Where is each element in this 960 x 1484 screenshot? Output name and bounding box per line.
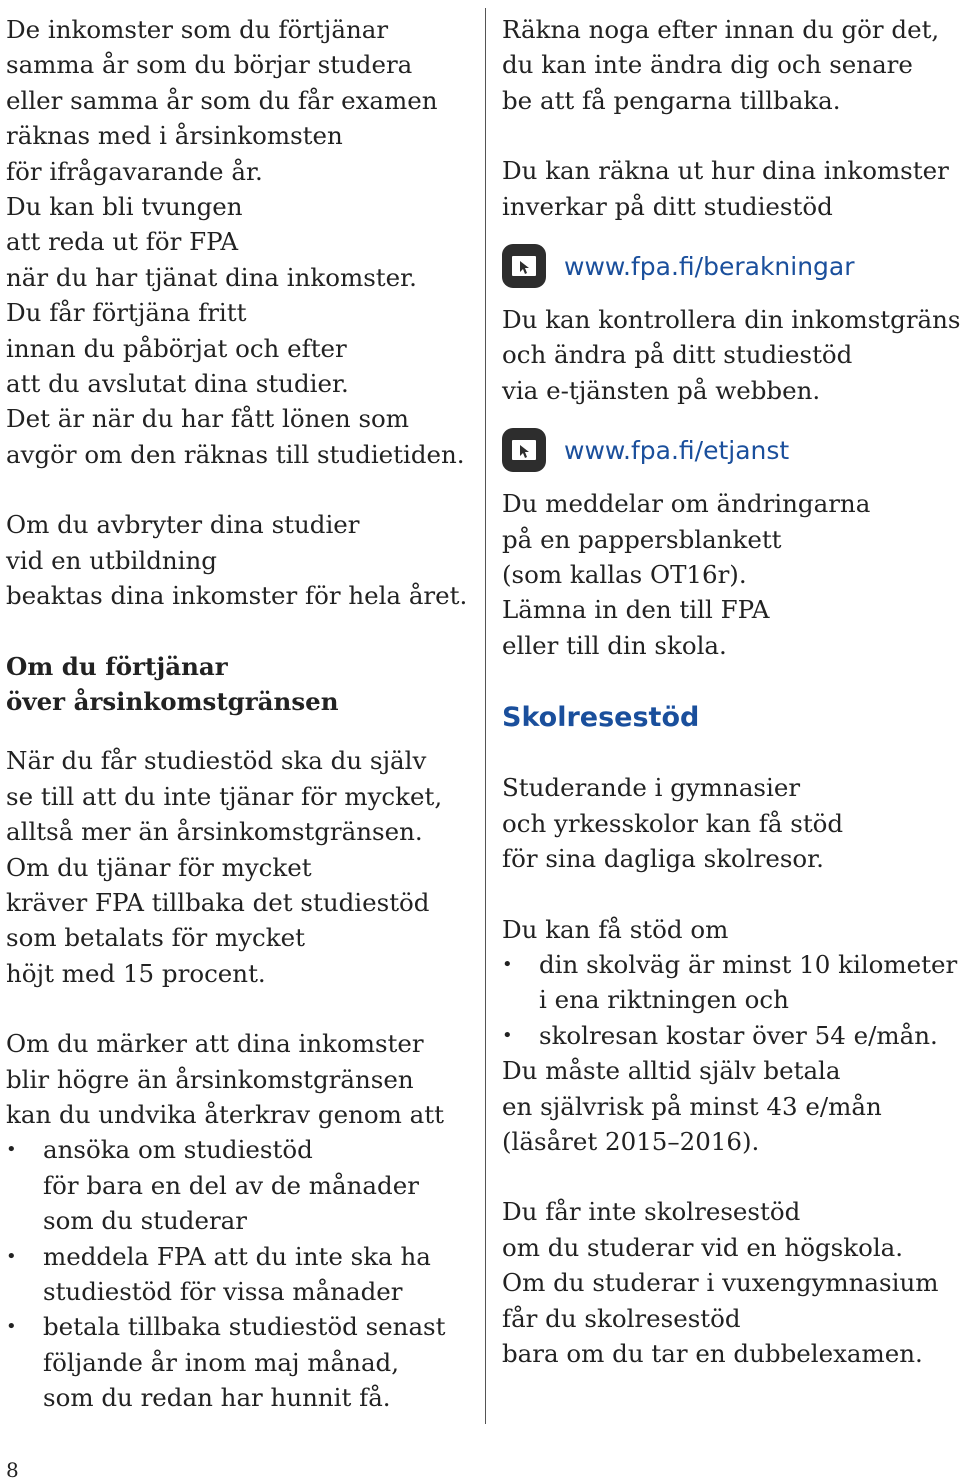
- text-line: Du måste alltid själv betala: [502, 1056, 841, 1086]
- text-line: får du skolresestöd: [502, 1303, 741, 1333]
- text-line: kräver FPA tillbaka det studiestöd: [6, 887, 430, 917]
- web-link-cursor-icon: [502, 244, 546, 288]
- text-line: (som kallas OT16r).: [502, 560, 747, 590]
- text-line: räknas med i årsinkomsten: [6, 121, 343, 151]
- text-line: om du studerar vid en högskola.: [502, 1232, 904, 1262]
- text-line: alltså mer än årsinkomstgränsen.: [6, 817, 423, 847]
- left-column: [6, 12, 468, 1416]
- text-line: höjt med 15 procent.: [6, 958, 266, 988]
- bullet-line: i ena riktningen och: [539, 985, 789, 1015]
- text-line: för ifrågavarande år.: [6, 156, 263, 186]
- link-berakningar[interactable]: [502, 244, 957, 288]
- bullet-item: [502, 1018, 957, 1053]
- paragraph-interrupt-studies: [6, 507, 468, 613]
- text-line: på en pappersblankett: [502, 524, 782, 554]
- text-line: se till att du inte tjänar för mycket,: [6, 781, 443, 811]
- text-line: Om du avbryter dina studier: [6, 510, 360, 540]
- column-divider: [485, 8, 486, 1424]
- paragraph-eligibility: [502, 912, 957, 1160]
- text-line: att reda ut för FPA: [6, 227, 239, 257]
- text-line: Om du tjänar för mycket: [6, 852, 312, 882]
- text-line: och ändra på ditt studiestöd: [502, 340, 853, 370]
- text-line: för sina dagliga skolresor.: [502, 844, 824, 874]
- text-line: vid en utbildning: [6, 545, 217, 575]
- text-line: Du kan räkna ut hur dina inkomster: [502, 156, 949, 186]
- paragraph-paper-form: [502, 486, 957, 663]
- bullet-line: • meddela FPA att du inte ska ha: [43, 1241, 431, 1271]
- bullet-line: som du studerar: [43, 1206, 248, 1236]
- bullet-item: [6, 1132, 468, 1238]
- link-text[interactable]: www.fpa.fi/berakningar: [564, 251, 855, 281]
- text-line: Du kan få stöd om: [502, 914, 729, 944]
- text-line: Lämna in den till FPA: [502, 595, 770, 625]
- text-line: blir högre än årsinkomstgränsen: [6, 1064, 414, 1094]
- text-line: Studerande i gymnasier: [502, 773, 801, 803]
- paragraph-income-year: [6, 12, 468, 472]
- text-line: Om du märker att dina inkomster: [6, 1029, 424, 1059]
- paragraph-avoid-repayment: [6, 1026, 468, 1415]
- text-line: Räkna noga efter innan du gör det,: [502, 15, 940, 44]
- text-line: be att få pengarna tillbaka.: [502, 85, 841, 115]
- bullet-line: för bara en del av de månader: [43, 1170, 419, 1200]
- text-line: eller samma år som du får examen: [6, 85, 438, 115]
- page-number: 8: [6, 1458, 19, 1482]
- text-line: en självrisk på minst 43 e/mån: [502, 1091, 882, 1121]
- paragraph-think-carefully: [502, 12, 957, 118]
- bullet-line: • skolresan kostar över 54 e/mån.: [539, 1020, 938, 1050]
- text-line: Du meddelar om ändringarna: [502, 489, 871, 519]
- paragraph-calculate: [502, 153, 957, 224]
- text-line: (läsåret 2015–2016).: [502, 1126, 760, 1156]
- text-line: samma år som du börjar studera: [6, 50, 413, 80]
- bullet-line: som du redan har hunnit få.: [43, 1383, 391, 1413]
- text-line: Det är när du har fått lönen som: [6, 404, 410, 434]
- text-line: Du kan kontrollera din inkomstgräns: [502, 305, 960, 335]
- text-line: avgör om den räknas till studietiden.: [6, 439, 465, 469]
- text-line: eller till din skola.: [502, 630, 727, 660]
- bullet-list: [502, 947, 957, 1053]
- section-title-skolresestod: Skolresestöd: [502, 702, 700, 734]
- bullet-item: [6, 1309, 468, 1415]
- text-line: när du har tjänat dina inkomster.: [6, 262, 417, 292]
- text-line: bara om du tar en dubbelexamen.: [502, 1338, 923, 1368]
- bullet-line: • betala tillbaka studiestöd senast: [43, 1312, 446, 1342]
- text-line: Du kan bli tvungen: [6, 192, 243, 222]
- text-line: som betalats för mycket: [6, 923, 305, 953]
- subheading-line: Om du förtjänar: [6, 651, 228, 681]
- subheading-income-limit: [6, 649, 468, 720]
- text-line: du kan inte ändra dig och senare: [502, 50, 913, 80]
- text-line: inverkar på ditt studiestöd: [502, 191, 833, 221]
- text-line: Du får förtjäna fritt: [6, 298, 247, 328]
- bullet-line: • din skolväg är minst 10 kilometer: [539, 949, 958, 979]
- text-line: Du får inte skolresestöd: [502, 1197, 801, 1227]
- text-line: kan du undvika återkrav genom att: [6, 1099, 444, 1129]
- text-line: via e-tjänsten på webben.: [502, 375, 821, 405]
- paragraph-students: [502, 770, 957, 876]
- bullet-item: [502, 947, 957, 1018]
- text-line: och yrkesskolor kan få stöd: [502, 808, 844, 838]
- bullet-line: studiestöd för vissa månader: [43, 1277, 403, 1306]
- text-line: beaktas dina inkomster för hela året.: [6, 581, 468, 611]
- paragraph-earn-too-much: [6, 743, 468, 991]
- link-text[interactable]: www.fpa.fi/etjanst: [564, 435, 790, 465]
- web-link-cursor-icon: [502, 428, 546, 472]
- text-line: Om du studerar i vuxengymnasium: [502, 1268, 939, 1298]
- bullet-list: [6, 1132, 468, 1415]
- text-line: De inkomster som du förtjänar: [6, 15, 389, 44]
- bullet-line: • ansöka om studiestöd: [43, 1135, 313, 1165]
- text-line: innan du påbörjat och efter: [6, 333, 347, 363]
- right-column: [502, 12, 960, 1371]
- bullet-item: [6, 1239, 468, 1310]
- bullet-line: följande år inom maj månad,: [43, 1347, 400, 1377]
- paragraph-higher-education: [502, 1194, 957, 1371]
- paragraph-e-service: [502, 302, 960, 408]
- text-line: att du avslutat dina studier.: [6, 369, 349, 399]
- subheading-line: över årsinkomstgränsen: [6, 686, 339, 716]
- text-line: När du får studiestöd ska du själv: [6, 746, 427, 776]
- link-etjanst[interactable]: [502, 428, 957, 472]
